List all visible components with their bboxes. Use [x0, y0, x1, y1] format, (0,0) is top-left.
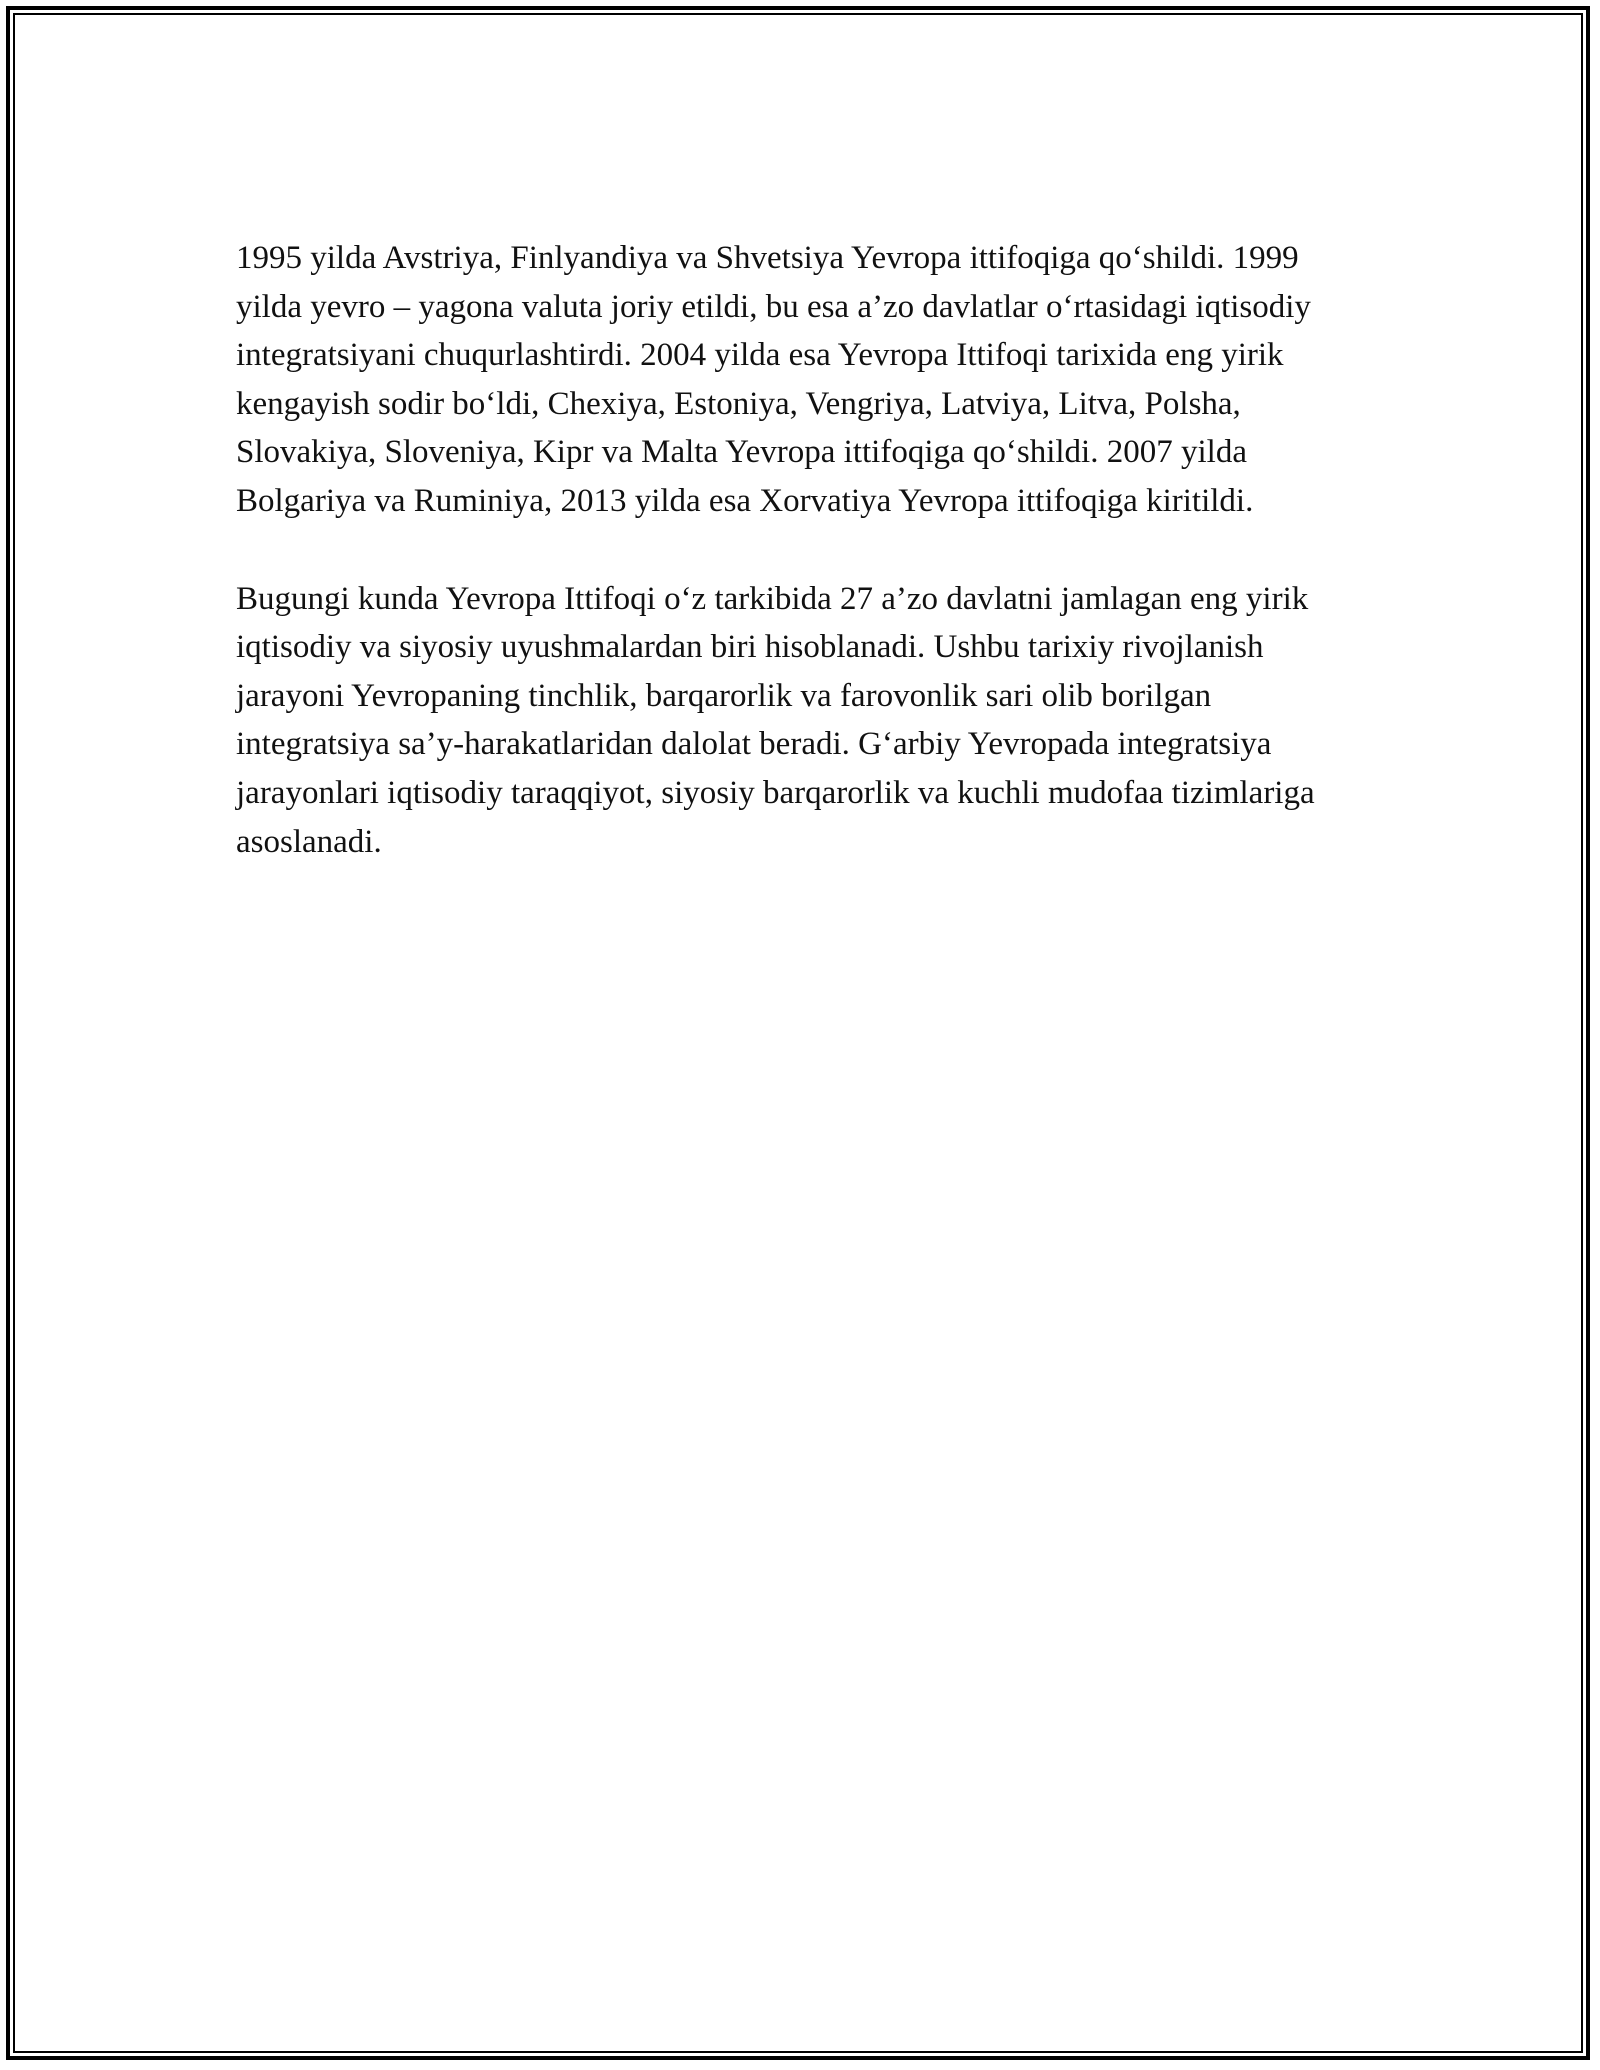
paragraph-eu-today: Bugungi kunda Yevropa Ittifoqi o‘z tarkibida 27 a’zo davlatni jamlagan eng yirik iqtisodiy va siyosiy uyushmalardan biri hisoblanadi. Ushbu tarixiy rivojlanish jarayoni Yevropaning tinchlik, barqarorlik va farovonlik sari olib borilgan integratsiya sa’y-harakatlaridan dalolat beradi. G‘arbiy Yevropada integratsiya jarayonlari iqtisodiy taraqqiyot, siyosiy barqarorlik va kuchli mudofaa tizimlariga asoslanadi.	[236, 580, 1315, 860]
paragraph-eu-enlargement: 1995 yilda Avstriya, Finlyandiya va Shvetsiya Yevropa ittifoqiga qo‘shildi. 1999 yilda yevro – yagona valuta joriy etildi, bu esa a’zo davlatlar o‘rtasidagi iqtisodiy integratsiyani chuqurlashtirdi. 2004 yilda esa Yevropa Ittifoqi tarixida eng yirik kengayish sodir bo‘ldi, Chexiya, Estoniya, Vengriya, Latviya, Litva, Polsha, Slovakiya, Sloveniya, Kipr va Malta Yevropa ittifoqiga qo‘shildi. 2007 yilda Bolgariya va Ruminiya, 2013 yilda esa Xorvatiya Yevropa ittifoqiga kiritildi.	[236, 240, 1311, 519]
document-body	[236, 234, 1366, 915]
